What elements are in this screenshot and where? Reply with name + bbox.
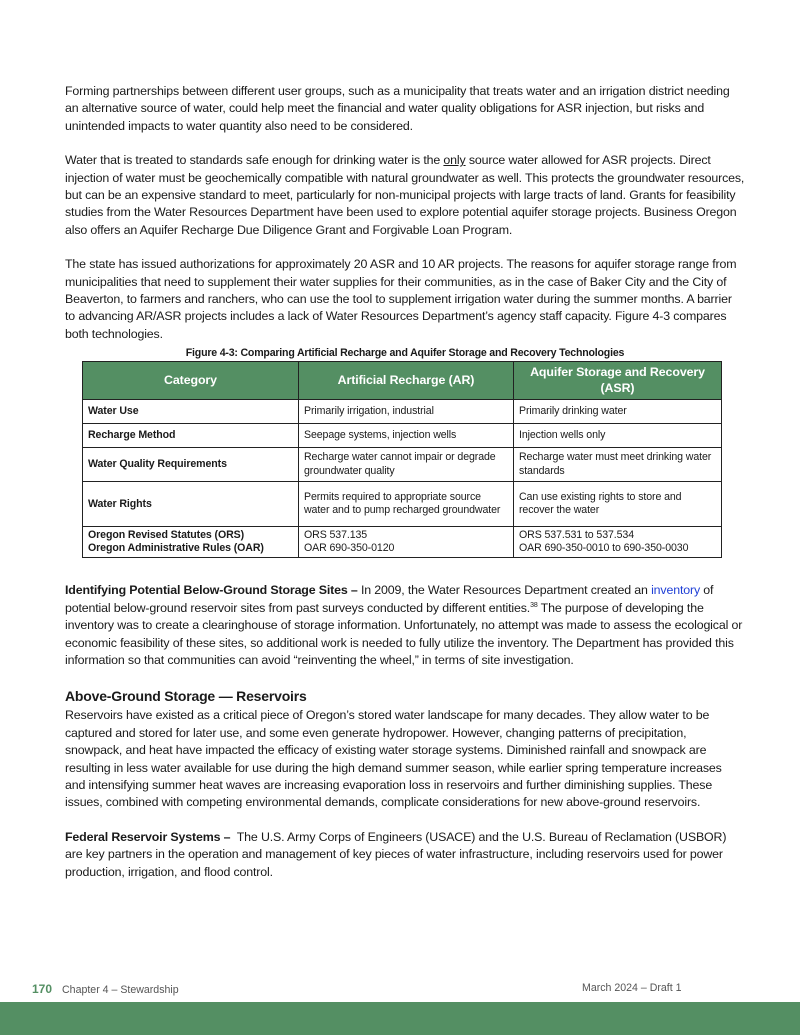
cell-ar: Recharge water cannot impair or degrade groundwater quality [299,448,514,482]
text-span: source water allowed for ASR projects. Direct injection of water must be geochemically compatible with natural groundwater as well. This protects the groundwater resources, but can be an expensive standard to meet, particularly for non-municipal projects with large tracts of land. Grants for feasibility studies from the Water Resources Department have been used to explore potential aquifer storage projects. Business Oregon also offers an Aquifer Recharge Due Diligence Grant and Forgivable Loan Program. [65,153,745,237]
cell-ar: Primarily irrigation, industrial [299,400,514,424]
text-span: In 2009, the Water Resources Department created an [357,583,652,598]
text-span: The U.S. Army Corps of Engineers (USACE) and the U.S. Bureau of Reclamation (USBOR) are key partners in the operation and management of key pieces of water infrastructure, including reservoirs used for power production, irrigation, and flood control. [65,829,730,879]
cell-line: Oregon Revised Statutes (ORS) [88,528,245,541]
table-row [83,400,722,424]
text-span: Water that is treated to standards safe enough for drinking water is the [65,153,444,168]
paragraph-authorizations: The state has issued authorizations for approximately 20 ASR and 10 AR projects. The reasons for aquifer storage range from municipalities that need to supplement their water supplies for their communities, as in the case of Baker City and the City of Beaverton, to farmers and ranchers, who can use the tool to supplement irrigation water during the summer months. A barrier to advancing AR/ASR projects includes a lack of Water Resources Department’s agency staff capacity. Figure 4-3 compares both technologies. [65,257,737,341]
draft-date: March 2024 – Draft 1 [582,982,682,994]
header-asr: Aquifer Storage and Recovery (ASR) [514,362,722,400]
footnote-ref[interactable]: 38 [530,601,538,609]
cell-ar: Permits required to appropriate source water and to pump recharged groundwater [299,482,514,527]
cell-asr: Primarily drinking water [514,400,722,424]
table-row [83,527,722,558]
cell-line: OAR 690-350-0010 to 690-350-0030 [519,542,689,555]
header-category: Category [83,362,299,400]
cell-category [83,527,299,558]
paragraph-identifying-sites [65,582,745,669]
page-number: 170 [32,982,53,996]
footer-band [0,1002,800,1035]
cell-asr: Injection wells only [514,424,722,448]
paragraph-federal [65,829,745,881]
paragraph-treated-water [65,152,745,239]
header-ar: Artificial Recharge (AR) [299,362,514,400]
cell-ar [299,527,514,558]
text-span: of potential below-ground reservoir sites from past surveys conducted by different entities. [65,583,714,615]
text-span: The purpose of developing the inventory was to create a clearinghouse of storage information. Unfortunately, no attempt was made to assess the ecological or economic feasibility of these sites, so additional work is needed to fully utilize the inventory. The Department has provided this information so that communities can avoid “reinventing the wheel,” in terms of site investigation. [65,600,743,667]
inventory-link[interactable]: inventory [651,583,701,598]
cell-asr: Can use existing rights to store and recover the water [514,482,722,527]
table-header-row [83,362,722,400]
emphasis-only: only [443,153,466,168]
comparison-table [82,361,722,558]
table-row [83,482,722,527]
runin-heading: Identifying Potential Below-Ground Storage Sites – [65,583,358,598]
cell-ar: Seepage systems, injection wells [299,424,514,448]
cell-category: Water Rights [83,482,299,527]
cell-line: ORS 537.135 [304,528,368,541]
page-footer [32,982,800,1000]
runin-heading: Federal Reservoir Systems – [65,829,231,844]
cell-category: Water Quality Requirements [83,448,299,482]
figure-caption: Figure 4-3: Comparing Artificial Recharge and Aquifer Storage and Recovery Technologies [185,347,625,360]
table-row [83,424,722,448]
cell-asr [514,527,722,558]
table-row [83,448,722,482]
cell-category: Water Use [83,400,299,424]
cell-line: OAR 690-350-0120 [304,542,395,555]
section-heading-reservoirs: Above-Ground Storage — Reservoirs [65,688,307,705]
page-content [65,83,745,898]
cell-line: Oregon Administrative Rules (OAR) [88,542,264,555]
chapter-label: Chapter 4 – Stewardship [62,984,179,996]
cell-line: ORS 537.531 to 537.534 [519,528,635,541]
paragraph-reservoirs: Reservoirs have existed as a critical piece of Oregon’s stored water landscape for many decades. They allow water to be captured and stored for later use, and some even generate hydropower. However, changing patterns of precipitation, snowpack, and heat have impacted the efficacy of existing water storage systems. Diminished rainfall and snowpack are resulting in less water available for use during the high demand summer season, while earlier spring temperature increases and intensifying summer heat waves are increasing evaporation loss in reservoirs and further diminishing supplies. These issues, combined with competing environmental demands, complicate considerations for new above-ground reservoirs. [65,708,722,810]
paragraph-partnerships: Forming partnerships between different user groups, such as a municipality that treats water and an irrigation district needing an alternative source of water, could help meet the financial and water quality obligations for ASR injection, but risks and unintended impacts to water quantity also need to be considered. [65,84,730,133]
cell-asr: Recharge water must meet drinking water standards [514,448,722,482]
cell-category: Recharge Method [83,424,299,448]
